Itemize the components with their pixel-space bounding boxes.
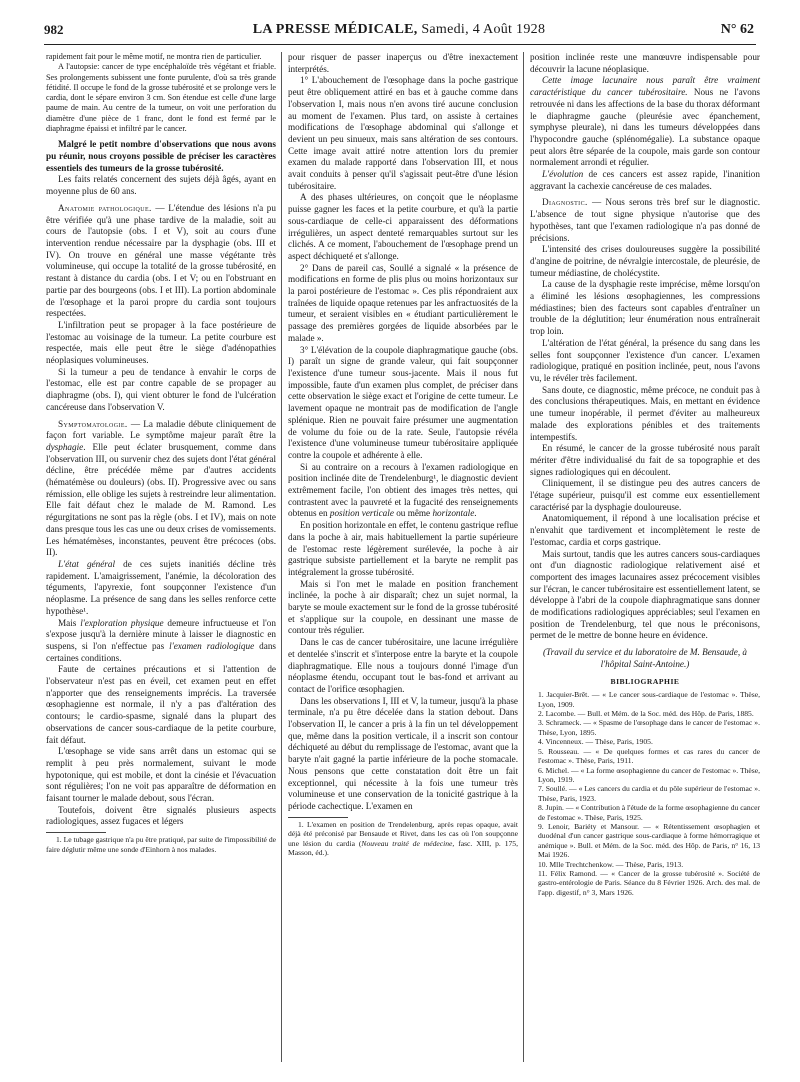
paragraph: pour risquer de passer inaperçus ou d'être inexactement interprétés. (288, 52, 518, 74)
footnote-rule (46, 832, 106, 833)
bibliography-entry: 3. Schrameck. — « Spasme de l'œsophage dans le cancer de l'estomac ». Thèse, Lyon, 1895. (538, 718, 760, 737)
bibliography-entry: 8. Jupin. — « Contribution à l'étude de la forme œsophagienne du cancer de l'estomac ». Thèse, Paris, 1925. (538, 803, 760, 822)
bibliography-entry: 7. Soullé. — « Les cancers du cardia et du pôle supérieur de l'estomac ». Thèse, Paris, 1923. (538, 784, 760, 803)
paragraph-text: — Nous serons très bref sur le diagnostic. L'absence de tout signe physique n'autorise que des hypothèses, tant que l'examen radiologique n'a pas donné de précisions. (530, 197, 760, 243)
section-heading: Anatomie pathologique. (58, 202, 152, 213)
emphasis: l'exploration physique (80, 617, 164, 628)
paragraph: L'intensité des crises douloureuses suggère la possibilité d'angine de poitrine, de névralgie intercostale, de pleurésie, de tumeur médiastine, de cholécystite. (530, 244, 760, 278)
bibliography-entry: 1. Jacquier-Brêt. — « Le cancer sous-cardiaque de l'estomac ». Thèse, Lyon, 1909. (538, 690, 760, 709)
footnote-text: 1. L'examen en position de Trendelenburg, après repas opaque, avait déjà été préconisé par Bensaude et Rivet, dans les cas où l'on soupçonne une lésion du cardia ( (288, 819, 518, 848)
paragraph-text: de ces sujets inanitiés décline très rapidement. L'amaigrissement, l'anémie, la décoloration des téguments, l'apyrexie, font soupçonner l'existence d'un néoplasme. La présence de sang dans les selles renforce cette hypothèse¹. (46, 558, 276, 616)
paragraph: En position horizontale en effet, le contenu gastrique reflue dans la poche à air, mais habituellement la partie supérieure de l'estomac reste légèrement surélevée, la poche à air gastrique subsiste partiellement et la baryte ne remplit pas intégralement la grosse tubérosité. (288, 520, 518, 577)
paragraph-text: Nous ne l'avons retrouvée ni dans les affections de la base du thorax déformant le diaphragme gauche (pleurésie avec épanchement, symphyse pleurale), ni dans les tumeurs développées dans l'hypocondre gauche (splénomégalie). La substance opaque peut alors être séparée de la coupole, mais garde son contour normalement arrondi et régulier. (530, 87, 761, 168)
paragraph: L'infiltration peut se propager à la face postérieure de l'estomac au voisinage de la tumeur. La petite courbure est respectée, mais elle peut être le siège d'adénopathies néoplasiques volumineuses. (46, 319, 276, 366)
emphasis: Cette image lacunaire nous paraît être vraiment caractéristique du cancer tubérositaire. (530, 75, 760, 98)
emphasis: horizontale (432, 508, 475, 519)
paragraph: 1° L'abouchement de l'œsophage dans la poche gastrique peut être obliquement attiré en bas et à gauche comme dans l'observation I, mais nous n'en avons tiré aucune conclusion au moment de l'examen. Plus tard, on assiste à certaines modifications de l'œsophage abdominal qui s'allonge et devient un peu sinueux, mais sans altération de ses contours. Cette image avait attiré notre attention lors du premier examen du malade rapporté dans l'observation III, et nous avait conduits à penser qu'il s'agissait peut-être d'une lésion tubérositaire. (288, 75, 518, 191)
paragraph: Toutefois, doivent être signalés plusieurs aspects radiologiques, assez fugaces et légers (46, 804, 276, 827)
paragraph: A des phases ultérieures, on conçoit que le néoplasme puisse gagner les faces et la petite courbure, et qu'à la partie sous-cardiaque de celle-ci apparaissent des déformations irrégulières, un aspect denteté remarquables surtout sur les clichés. A ce moment, l'abouchement de l'œsophage prend un aspect déchiqueté et s'allonge. (288, 192, 518, 261)
paragraph: rapidement fait pour le même motif, ne montra rien de particulier. (46, 52, 262, 61)
paragraph (530, 169, 760, 192)
paragraph-text: — L'étendue des lésions n'a pu être vérifiée qu'à une phase tardive de la maladie, soit au cours de l'autopsie (obs. I et V), soit au cours d'une intervention rendue nécessaire par la dysphagie (obs. III et IV). On trouve en général une masse végétante très volumineuse, qui occupe la totalité de la grosse tubérosité, en restant à distance du cardia (obs. I et V; ou en l'obstruant en partie par des bourgeons (obs. I et III). La portion abdominale de l'œsophage et la paroi propre du cardia sont toujours respectées. (46, 202, 276, 319)
column-divider (523, 52, 524, 1062)
paragraph (46, 203, 276, 320)
paragraph (288, 462, 518, 521)
bibliography-entry: 9. Lenoir, Bariéty et Mansour. — « Rétentissement œsophagien et duodénal d'un cancer gastrique sous-cardiaque à forme hémorragique et anémique ». Bull. et Mém. de la Soc. méd. des Hôp. de Paris, n° 16, 13 Mai 1926. (538, 821, 760, 860)
paragraph: L'œsophage se vide sans arrêt dans un estomac qui se remplit à peu près normalement, suivant le mode hypotonique, qui est mobile, et dont la cinésie et l'évacuation sont régulières; l'on ne voit pas apparaître de déformation en faisant tourner le malade debout, sous l'écran. (46, 746, 276, 804)
paragraph: Les faits relatés concernent des sujets déjà âgés, ayant en moyenne plus de 60 ans. (46, 174, 276, 197)
footnote-rule (288, 817, 348, 818)
column-middle (288, 52, 518, 858)
column-left (46, 52, 276, 854)
footnote: 1. Le tubage gastrique n'a pu être pratiqué, par suite de l'impossibilité de faire déglutir même une sonde d'Einhorn à nos malades. (46, 835, 276, 854)
journal-title: LA PRESSE MÉDICALE, (252, 22, 418, 37)
paragraph: 3° L'élévation de la coupole diaphragmatique gauche (obs. I) paraît un signe de grande valeur, qui fait soupçonner l'existence d'une tumeur sous-jacente. Mais il nous fut impossible, faute d'un examen plus complet, de préciser dans cette observation le siège exact et l'origine de cette tumeur. Le lavement opaque ne montrait pas de modification de l'angle splénique. Rien ne pouvait faire présumer une augmentation de volume du foie ou de la rate. Seule, l'autopsie révéla l'existence d'une volumineuse tumeur tubérositaire appliquée contre la coupole et adhérente à elle. (288, 344, 518, 460)
paragraph: Sans doute, ce diagnostic, même précoce, ne conduit pas à des conclusions thérapeutiques. Mais, en mettant en évidence une tumeur inopérable, il permet d'éviter au malheureux malade des explorations pénibles et des traitements intempestifs. (530, 384, 760, 442)
emphasis: L'état général (58, 558, 116, 569)
paragraph: Dans les observations I, III et V, la tumeur, jusqu'à la phase terminale, n'a pu être décelée dans la station debout. Dans l'observation II, le cancer a pris à la fin un tel développement que, même dans la position verticale, il a inscrit son contour déchiqueté au début du remplissage de l'estomac, avant que la baryte n'ait gagné la partie inférieure de la poche stomacale. Nous pensons que cette constatation doit être un fait exceptionnel, qui nécessite à la fois une tumeur très volumineuse et une conservation de la tonicité gastrique à la période cachectique. L'examen en (288, 695, 518, 811)
paragraph: Mais si l'on met le malade en position franchement inclinée, la poche à air disparaît; chez un sujet normal, la baryte se moule exactement sur le fond de la grosse tubérosité et s'applique sur la coupole, en dessinant une masse de contour très régulier. (288, 578, 518, 636)
paragraph: 2° Dans de pareil cas, Soullé a signalé « la présence de modifications en forme de plis plus ou moins horizontaux sur la paroi postérieure de l'estomac ». Ces plis répondraient aux traînées de liquide opaque retenues par les anfractuosités de la tumeur, et seraient visibles en « étudiant particulièrement le passage des premières gorgées de liquide absorbées par le malade ». (288, 262, 518, 343)
column-right (530, 52, 760, 897)
paragraph: Dans le cas de cancer tubérositaire, une lacune irrégulière et dentelée s'inscrit et s'interpose entre la baryte et la coupole diaphragmatique. Elle nous a toujours donné l'image d'un néoplasme étendu, occupant tout le bas-fond et arrivant au contact de l'orifice œsophagien. (288, 637, 518, 694)
paragraph-text: . Elle peut éclater brusquement, comme dans l'observation III, ou survenir chez des sujets dont l'état général décline, être précédée même par d'autres accidents (hématémèse ou douleurs) (obs. II). Progressive avec ou sans rémission, elle oblige les sujets à restreindre leur alimentation. Elle fait défaut chez le malade de M. Ramond. Les régurgitations ne sont pas la règle (obs. I et IV), mais on note dans presque tous les cas une ou deux crises de vomissements. Les hématémèses, inconstantes, peuvent être précoces (obs. II). (46, 441, 276, 558)
header-rule (44, 44, 756, 45)
column-divider (281, 52, 282, 1062)
emphasis: (Travail du service et du laboratoire de M. Bensaude, à l'hôpital Saint-Antoine.) (542, 647, 748, 669)
paragraph: Si la tumeur a peu de tendance à envahir le corps de l'estomac, elle est par contre capable de se propager au diaphragme (obs. I), qui vient obturer le fond de l'ulcération cancéreuse dans l'observation V. (46, 366, 276, 412)
paragraph-text: demeure infructueuse et l'on s'expose jusqu'à la dernière minute à laisser le diagnostic en suspens, si l'on n'effectue pas (46, 617, 276, 651)
paragraph-text: ou même (393, 508, 433, 519)
bibliography-entry: 10. Mlle Trechtchenkow. — Thèse, Paris, 1913. (538, 859, 684, 869)
emphasis: dysphagie (46, 441, 84, 452)
emphasis: position verticale (329, 508, 394, 519)
paragraph (46, 559, 276, 618)
paragraph: Malgré le petit nombre d'observations que nous avons pu réunir, nous croyons possible de préciser les caractères essentiels des tumeurs de la grosse tubérosité. (46, 139, 276, 173)
paragraph-text: Si au contraire on a recours à l'examen radiologique en position inclinée dite de Trendelenburg¹, le diagnostic devient extrêmement facile, l'on obtient des images très nettes, qui contrastent avec la pauvreté et la fugacité des renseignements obtenus en (288, 461, 518, 519)
paragraph-text: . (474, 508, 477, 519)
paragraph: L'altération de l'état général, la présence du sang dans les selles font soupçonner l'existence d'un cancer. L'examen radiologique, pratiqué en position inclinée, peut, nous l'avons vu, le révéler très facilement. (530, 337, 760, 383)
footnote-text: , fasc. XIII, p. 175, Masson, éd.). (288, 838, 518, 858)
issue-date: Samedi, 4 Août 1928 (417, 22, 546, 37)
paragraph: Cliniquement, il se distingue peu des autres cancers de l'étage supérieur, puisqu'il est comme eux essentiellement caractérisé par la dysphagie douloureuse. (530, 478, 760, 512)
bibliography-entry: 2. Lacombe. — Bull. et Mém. de la Soc. méd. des Hôp. de Paris, 1885. (538, 709, 754, 719)
issue-number: N° 62 (720, 22, 754, 37)
paragraph: Faute de certaines précautions et si l'attention de l'observateur n'est pas en éveil, cet examen peut en effet n'apporter que des renseignements imprécis. La traversée œsophagienne est normale, il n'y a pas d'altération des contours; le cardio-spasme, signalé dans la plupart des observations de cancer sous-cardiaque de la petite courbure, fait défaut. (46, 664, 276, 745)
paragraph (530, 75, 760, 169)
journal-title-line (44, 22, 754, 38)
paragraph-text: dans certaines conditions. (46, 640, 276, 663)
paragraph (46, 618, 276, 665)
paragraph: position inclinée reste une manœuvre indispensable pour découvrir la lacune néoplasique. (530, 52, 760, 74)
bibliography-entry: 4. Vincenneux. — Thèse, Paris, 1905. (538, 737, 653, 747)
paragraph: A l'autopsie: cancer de type encéphaloïde très végétant et friable. Ses prolongements subissent une fonte purulente, d'où sa très grande fétidité. Il occupe le fond de la grosse tubérosité et se prolonge vers le cardia, dont le sépare environ 3 cm. Son étendue est celle d'une large paume de main. Au centre de la tumeur, on voit une perforation du diamètre d'une pièce de 1 franc, dont le fond est fermé par le diaphragme épaissi et infiltré par le cancer. (46, 62, 276, 134)
section-heading: Symptomatologie. (58, 418, 128, 429)
paragraph-text: Mais (58, 617, 81, 628)
emphasis: l'examen radiologique (169, 640, 255, 651)
paragraph: La cause de la dysphagie reste imprécise, même lorsqu'on a éliminé les lésions œsophagiennes, les compressions médiastines; bien des facteurs sont capables d'entraîner un trouble de la déglutition; leur énumération nous entraînerait trop loin. (530, 279, 760, 337)
emphasis: Nouveau traité de médecine (361, 838, 453, 848)
bibliography-entry: 6. Michel. — « La forme œsophagienne du cancer de l'estomac ». Thèse, Lyon, 1919. (538, 765, 760, 784)
paragraph-text: — La maladie débute cliniquement de façon fort variable. Le symptôme majeur paraît être la (46, 418, 276, 441)
page-number: 982 (44, 22, 64, 37)
bibliography-entry: 11. Félix Ramond. — « Cancer de la grosse tubérosité ». Société de gastro-entérologie de Paris. Séance du 8 Février 1926. Arch. des mal. de l'app. digestif, n° 3, Mars 1926. (538, 868, 760, 897)
paragraph: Anatomiquement, il répond à une localisation précise et n'envahit que tardivement et incomplètement le reste de l'estomac, cardia et corps gastrique. (530, 513, 760, 547)
footnote (288, 820, 518, 858)
credit-line (530, 647, 760, 670)
paragraph-text: de ces cancers est assez rapide, l'inanition aggravant la cachexie cancéreuse de ces malades. (530, 169, 760, 191)
paragraph: En résumé, le cancer de la grosse tubérosité nous paraît mériter d'être individualisé du fait de sa topographie et des signes radiologiques qui en découlent. (530, 443, 760, 477)
paragraph (530, 197, 760, 244)
bibliography-heading: BIBLIOGRAPHIE (610, 676, 680, 686)
paragraph: Mais surtout, tandis que les autres cancers sous-cardiaques ont d'un diagnostic radiologique relativement aisé et comportent des images lacunaires assez précocement visibles sur l'écran, le cancer tubérositaire est essentiellement latent, se développe à l'abri de la coupole diaphragmatique sans donner de modifications radiologiques appréciables; seul l'examen en position de Trendelenburg, tel que nous le préconisons, permet de le mettre de bonne heure en évidence. (530, 548, 760, 641)
emphasis: L'évolution (542, 169, 584, 180)
paragraph (46, 419, 276, 559)
bibliography-entry: 5. Rousseau. — « De quelques formes et cas rares du cancer de l'estomac ». Thèse, Paris, 1911. (538, 746, 760, 766)
section-heading: Diagnostic. (542, 197, 588, 208)
